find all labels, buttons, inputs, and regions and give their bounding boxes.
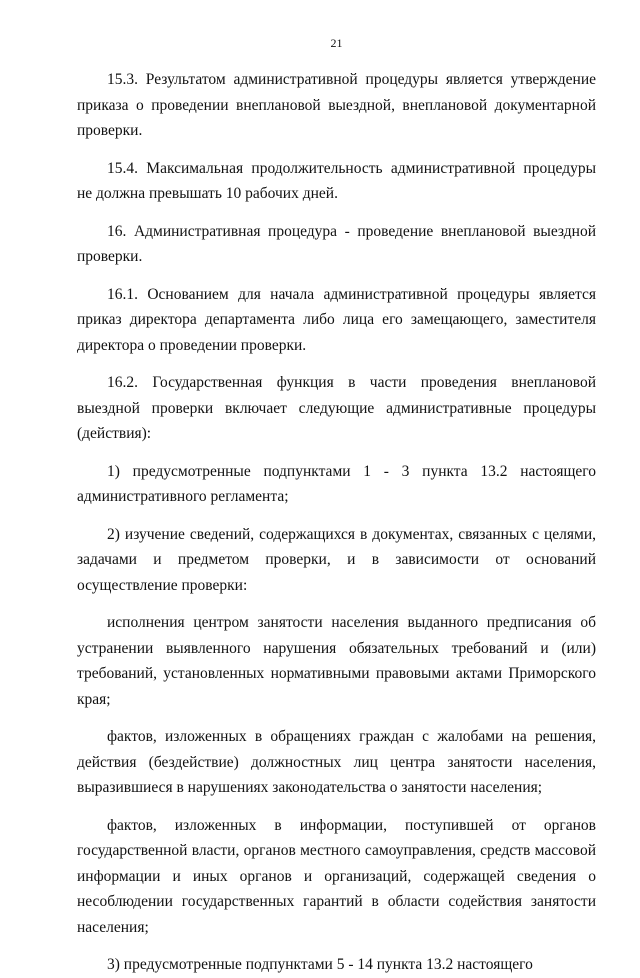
list-item-1: 1) предусмотренные подпунктами 1 - 3 пункта 13.2 настоящего административного регламента;	[77, 462, 596, 505]
list-item-3: 3) предусмотренные подпунктами 5 - 14 пункта 13.2 настоящего	[107, 956, 533, 973]
sub-item-complaints: фактов, изложенных в обращениях граждан с жалобами на решения, действия (бездействие) должностных лиц центра занятости населения, выразившиеся в нарушениях законодательства о занятости населения;	[77, 728, 596, 796]
paragraph-15-4: 15.4. Максимальная продолжительность административной процедуры не должна превышать 10 рабочих дней.	[77, 159, 596, 202]
list-item-2: 2) изучение сведений, содержащихся в документах, связанных с целями, задачами и предметом проверки, и в зависимости от оснований осуществление проверки:	[77, 525, 596, 594]
page-number: 21	[330, 36, 343, 50]
sub-item-prescription: исполнения центром занятости населения выданного предписания об устранении выявленного нарушения обязательных требований и (или) требований, установленных нормативными правовыми актами Приморского края;	[77, 614, 596, 708]
paragraph-15-3: 15.3. Результатом административной процедуры является утверждение приказа о проведении внеплановой выездной, внеплановой документарной проверки.	[77, 71, 596, 139]
paragraph-16: 16. Административная процедура - проведение внеплановой выездной проверки.	[77, 222, 596, 265]
paragraph-16-1: 16.1. Основанием для начала административной процедуры является приказ директора департамента либо лица его замещающего, заместителя директора о проведении проверки.	[77, 285, 596, 354]
paragraph-16-2: 16.2. Государственная функция в части проведения внеплановой выездной проверки включает следующие административные процедуры (действия):	[77, 374, 596, 442]
sub-item-information: фактов, изложенных в информации, поступившей от органов государственной власти, органов местного самоуправления, средств массовой информации и иных органов и организаций, содержащей сведения о несоблюдении государственных гарантий в области содействия занятости населения;	[77, 816, 596, 936]
